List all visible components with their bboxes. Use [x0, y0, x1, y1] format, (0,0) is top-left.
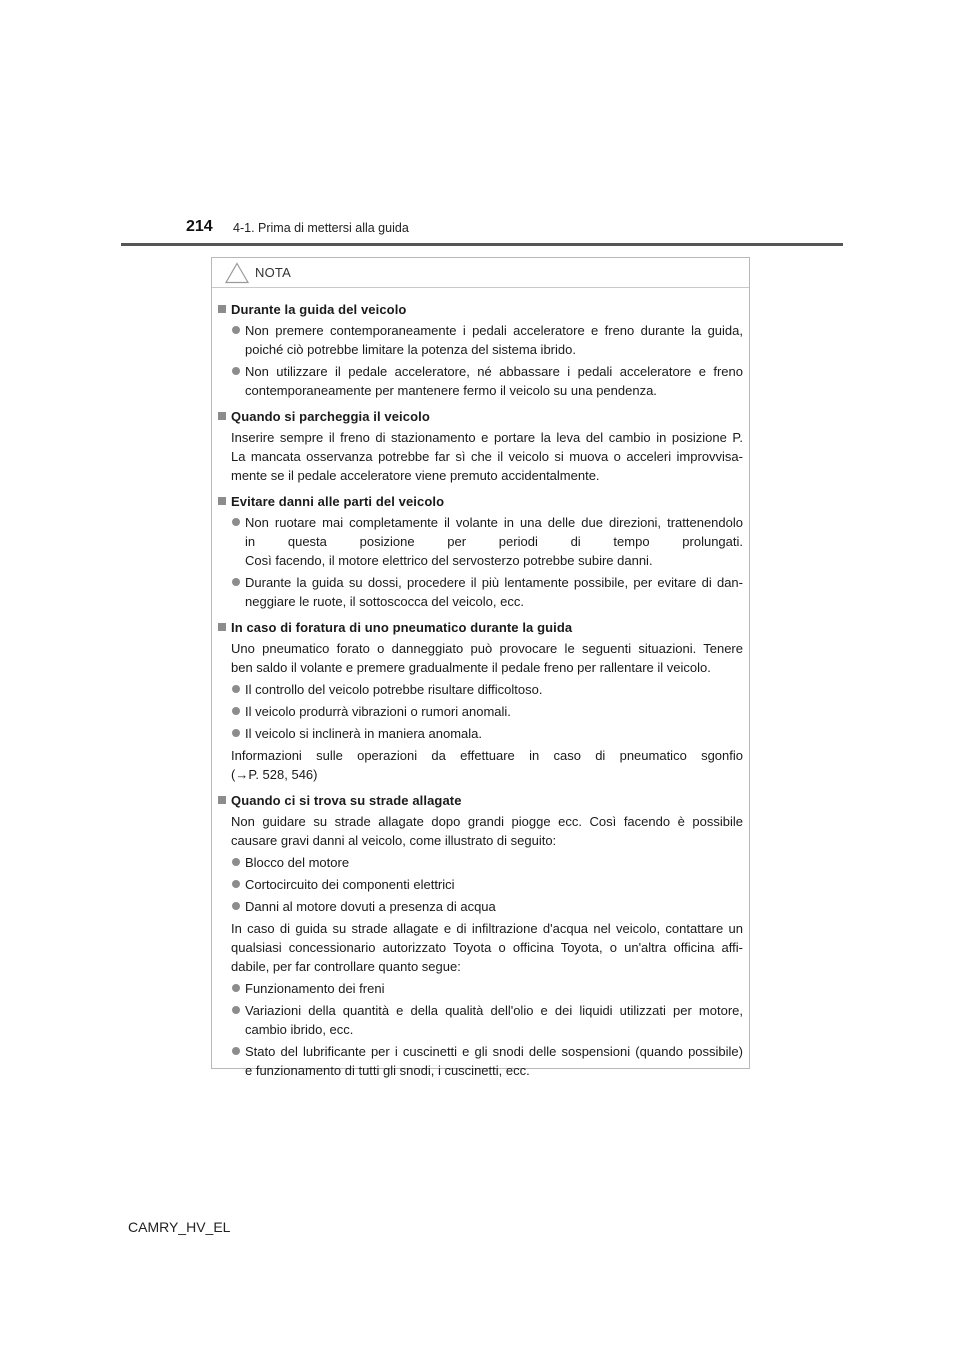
- section-heading: [217, 407, 743, 426]
- circle-bullet-icon: [232, 902, 240, 910]
- bullet-item: [231, 875, 743, 894]
- circle-bullet-icon: [232, 707, 240, 715]
- text-line: Cortocircuito dei componenti elettrici: [245, 877, 455, 892]
- circle-bullet-icon: [232, 367, 240, 375]
- bullet-text: [245, 875, 743, 894]
- header-rule: [121, 243, 843, 246]
- text-line: qualsiasi concessionario autorizzato Toyota o officina Toyota, o un'altra officina affi-: [231, 940, 743, 955]
- circle-bullet-icon: [232, 858, 240, 866]
- bullet-text: [245, 1001, 743, 1039]
- circle-bullet-icon: [232, 1047, 240, 1055]
- text-line: mente se il pedale acceleratore viene premuto accidentalmente.: [231, 468, 600, 483]
- bullet-item: [231, 853, 743, 872]
- section-title: 4-1. Prima di mettersi alla guida: [233, 221, 409, 235]
- bullet-item: [231, 702, 743, 721]
- section-heading: [217, 300, 743, 319]
- section-heading-text: Durante la guida del veicolo: [231, 302, 407, 317]
- bullet-text: [245, 680, 743, 699]
- circle-bullet-icon: [232, 880, 240, 888]
- text-line: Uno pneumatico forato o danneggiato può provocare le seguenti situazioni. Tenere: [231, 641, 743, 656]
- bullet-item: [231, 321, 743, 359]
- square-bullet-icon: [218, 796, 226, 804]
- bullet-item: [231, 897, 743, 916]
- text-line: Blocco del motore: [245, 855, 350, 870]
- text-line: contemporaneamente per mantenere fermo il veicolo su una pendenza.: [245, 383, 657, 398]
- circle-bullet-icon: [232, 518, 240, 526]
- bullet-item: [231, 1042, 743, 1080]
- text-line: Il veicolo si inclinerà in maniera anomala.: [245, 726, 483, 741]
- section-heading: [217, 791, 743, 810]
- bullet-item: [231, 724, 743, 743]
- square-bullet-icon: [218, 623, 226, 631]
- text-line: Durante la guida su dossi, procedere il più lentamente possibile, per evitare di dan-: [245, 575, 743, 590]
- bullet-text: [245, 362, 743, 400]
- text-line: Il veicolo produrrà vibrazioni o rumori anomali.: [245, 704, 511, 719]
- bullet-text: [245, 702, 743, 721]
- text-line: La mancata osservanza potrebbe far sì che il veicolo si muova o acceleri improvvisa-: [231, 449, 743, 464]
- section-heading-text: In caso di foratura di uno pneumatico durante la guida: [231, 620, 573, 635]
- paragraph: [231, 746, 743, 784]
- text-line: Non utilizzare il pedale acceleratore, né abbassare i pedali acceleratore e freno: [245, 364, 743, 379]
- bullet-text: [245, 1042, 743, 1080]
- warning-triangle-icon: [225, 262, 249, 284]
- text-line: neggiare le ruote, il sottoscocca del veicolo, ecc.: [245, 594, 524, 609]
- text-line: Il controllo del veicolo potrebbe risultare difficoltoso.: [245, 682, 543, 697]
- bullet-text: [245, 853, 743, 872]
- text-line: Così facendo, il motore elettrico del servosterzo potrebbe subire danni.: [245, 553, 653, 568]
- circle-bullet-icon: [232, 984, 240, 992]
- text-line: (→P. 528, 546): [231, 767, 318, 782]
- section-heading-text: Quando si parcheggia il veicolo: [231, 409, 430, 424]
- note-label: NOTA: [255, 265, 291, 280]
- bullet-item: [231, 362, 743, 400]
- text-line: In caso di guida su strade allagate e di infiltrazione d'acqua nel veicolo, contattare un: [231, 921, 743, 936]
- square-bullet-icon: [218, 497, 226, 505]
- circle-bullet-icon: [232, 578, 240, 586]
- circle-bullet-icon: [232, 326, 240, 334]
- text-line: Inserire sempre il freno di stazionamento e portare la leva del cambio in posizione P.: [231, 430, 743, 445]
- text-line: Variazioni della quantità e della qualità dell'olio e dei liquidi utilizzati per motore,: [245, 1003, 743, 1018]
- text-line: Informazioni sulle operazioni da effettuare in caso di pneumatico sgonfio: [231, 748, 743, 763]
- note-box: [211, 257, 750, 1078]
- note-header: [212, 258, 749, 288]
- circle-bullet-icon: [232, 685, 240, 693]
- paragraph: [231, 428, 743, 485]
- bullet-text: [245, 979, 743, 998]
- note-body: [212, 288, 749, 1080]
- text-line: Funzionamento dei freni: [245, 981, 385, 996]
- bullet-text: [245, 897, 743, 916]
- bullet-item: [231, 979, 743, 998]
- bullet-text: [245, 724, 743, 743]
- square-bullet-icon: [218, 412, 226, 420]
- paragraph: [231, 639, 743, 677]
- section-heading: [217, 492, 743, 511]
- paragraph: [231, 919, 743, 976]
- text-line: cambio ibrido, ecc.: [245, 1022, 354, 1037]
- square-bullet-icon: [218, 305, 226, 313]
- bullet-text: [245, 513, 743, 570]
- circle-bullet-icon: [232, 729, 240, 737]
- text-line: dabile, per far controllare quanto segue:: [231, 959, 461, 974]
- bullet-item: [231, 1001, 743, 1039]
- bullet-item: [231, 573, 743, 611]
- text-line: ben saldo il volante e premere gradualmente il pedale freno per rallentare il veicolo.: [231, 660, 711, 675]
- bullet-item: [231, 680, 743, 699]
- bullet-item: [231, 513, 743, 570]
- paragraph: [231, 812, 743, 850]
- section-heading-text: Quando ci si trova su strade allagate: [231, 793, 462, 808]
- bullet-text: [245, 573, 743, 611]
- document-code: CAMRY_HV_EL: [128, 1219, 231, 1235]
- text-line: Stato del lubrificante per i cuscinetti e gli snodi delle sospensioni (quando possibile): [245, 1044, 743, 1059]
- text-line: poiché ciò potrebbe limitare la potenza del sistema ibrido.: [245, 342, 576, 357]
- text-line: causare gravi danni al veicolo, come illustrato di seguito:: [231, 833, 557, 848]
- text-line: Non ruotare mai completamente il volante in una delle due direzioni, trattenendolo: [245, 515, 743, 530]
- section-heading-text: Evitare danni alle parti del veicolo: [231, 494, 445, 509]
- text-line: Non guidare su strade allagate dopo grandi piogge ecc. Così facendo è possibile: [231, 814, 743, 829]
- circle-bullet-icon: [232, 1006, 240, 1014]
- bullet-text: [245, 321, 743, 359]
- text-line: Danni al motore dovuti a presenza di acqua: [245, 899, 496, 914]
- text-line: Non premere contemporaneamente i pedali acceleratore e freno durante la guida,: [245, 323, 743, 338]
- section-heading: [217, 618, 743, 637]
- text-line: in questa posizione per periodi di tempo prolungati.: [245, 534, 743, 549]
- page-number: 214: [186, 218, 213, 235]
- text-line: e funzionamento di tutti gli snodi, i cuscinetti, ecc.: [245, 1063, 530, 1078]
